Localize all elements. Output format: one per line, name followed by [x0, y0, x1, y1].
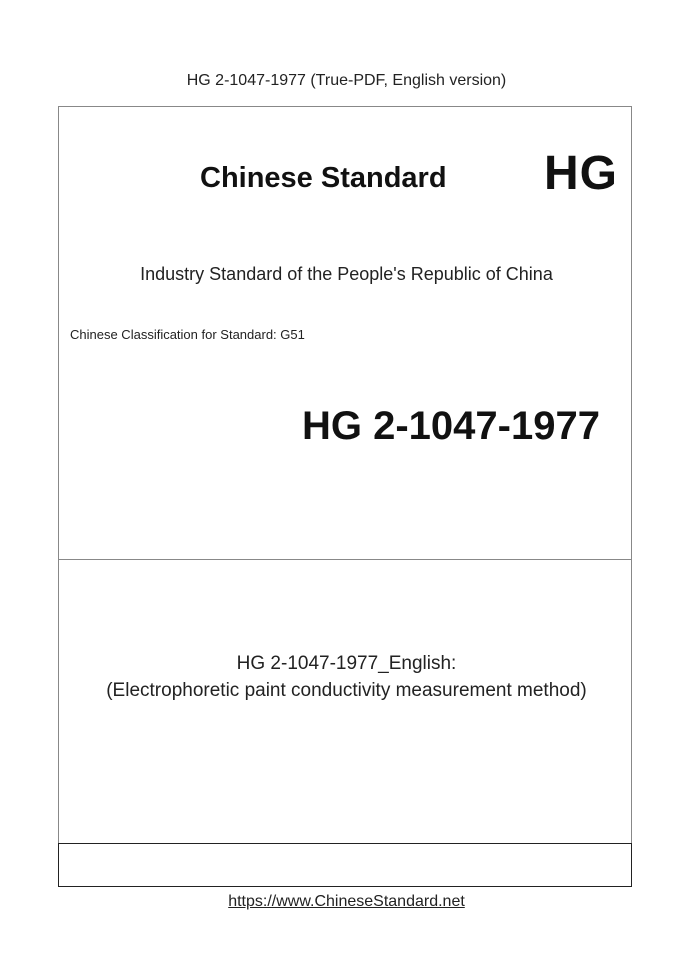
website-link[interactable]: https://www.ChineseStandard.net — [228, 893, 465, 910]
document-header: HG 2-1047-1977 (True-PDF, English version) — [186, 72, 507, 89]
standard-number: HG 2-1047-1977 — [302, 404, 600, 448]
issuer-line: Industry Standard of the People's Republic of China — [140, 264, 553, 284]
cover-heading: Chinese Standard — [200, 162, 447, 194]
standard-code-mark: HG — [544, 147, 618, 200]
cover-bottom-frame — [58, 843, 632, 887]
classification-line: Chinese Classification for Standard: G51 — [70, 327, 305, 342]
title-line-2: (Electrophoretic paint conductivity measurement method) — [106, 680, 587, 701]
footer-link-container — [0, 893, 693, 911]
title-line-1: HG 2-1047-1977_English: — [236, 653, 457, 674]
